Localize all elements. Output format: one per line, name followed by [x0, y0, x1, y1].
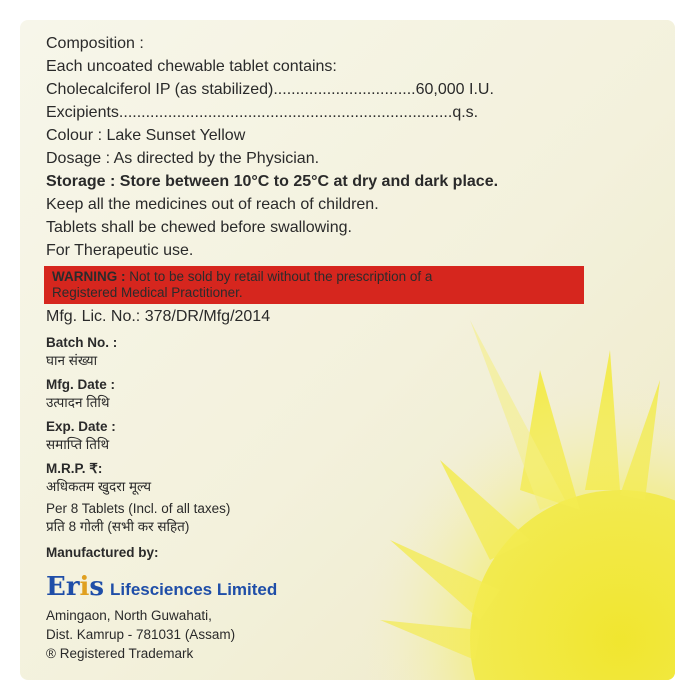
excipients-line: Excipients...........................................................................q.s. — [46, 104, 479, 121]
composition-heading: Composition : — [46, 35, 144, 52]
exp-date-label-hindi: समाप्ति तिथि — [46, 437, 110, 452]
company-name: Lifesciences Limited — [110, 580, 278, 599]
mrp-label: M.R.P. ₹: — [46, 461, 103, 476]
eris-logo: Eris — [46, 572, 105, 602]
label-panel — [20, 20, 675, 680]
per-tablets-label: Per 8 Tablets (Incl. of all taxes) — [46, 501, 231, 516]
mfg-date-label: Mfg. Date : — [46, 377, 115, 392]
warning-text-2: Registered Medical Practitioner. — [52, 285, 243, 300]
batch-label-hindi: घान संख्या — [46, 353, 98, 368]
keep-away-line: Keep all the medicines out of reach of children. — [46, 196, 379, 213]
per-tablets-label-hindi: प्रति 8 गोली (सभी कर सहित) — [46, 519, 190, 534]
dosage-line: Dosage : As directed by the Physician. — [46, 150, 320, 167]
mfg-date-label-hindi: उत्पादन तिथि — [46, 395, 110, 410]
address-line-2: Dist. Kamrup - 781031 (Assam) — [46, 627, 236, 642]
storage-line: Storage : Store between 10°C to 25°C at dry and dark place. — [46, 173, 499, 190]
manufacturer-heading: Manufactured by: — [46, 545, 159, 560]
tablet-contents-line: Each uncoated chewable tablet contains: — [46, 58, 337, 75]
warning-heading: WARNING : — [52, 269, 126, 284]
colour-line: Colour : Lake Sunset Yellow — [46, 127, 246, 144]
exp-date-label: Exp. Date : — [46, 419, 116, 434]
trademark-note: ® Registered Trademark — [46, 646, 194, 661]
therapeutic-use-line: For Therapeutic use. — [46, 242, 194, 259]
chew-instruction-line: Tablets shall be chewed before swallowing. — [46, 219, 352, 236]
address-line-1: Amingaon, North Guwahati, — [46, 608, 212, 623]
mfg-license-number: Mfg. Lic. No.: 378/DR/Mfg/2014 — [46, 308, 271, 325]
mrp-label-hindi: अधिकतम खुदरा मूल्य — [46, 479, 152, 494]
warning-band — [44, 266, 584, 304]
batch-label: Batch No. : — [46, 335, 118, 350]
manufacturer-logo-row — [46, 572, 656, 602]
warning-text-1: Not to be sold by retail without the prescription of a — [125, 269, 433, 284]
cholecalciferol-line: Cholecalciferol IP (as stabilized)................................60,000 I.U. — [46, 81, 494, 98]
label-text — [46, 32, 656, 663]
